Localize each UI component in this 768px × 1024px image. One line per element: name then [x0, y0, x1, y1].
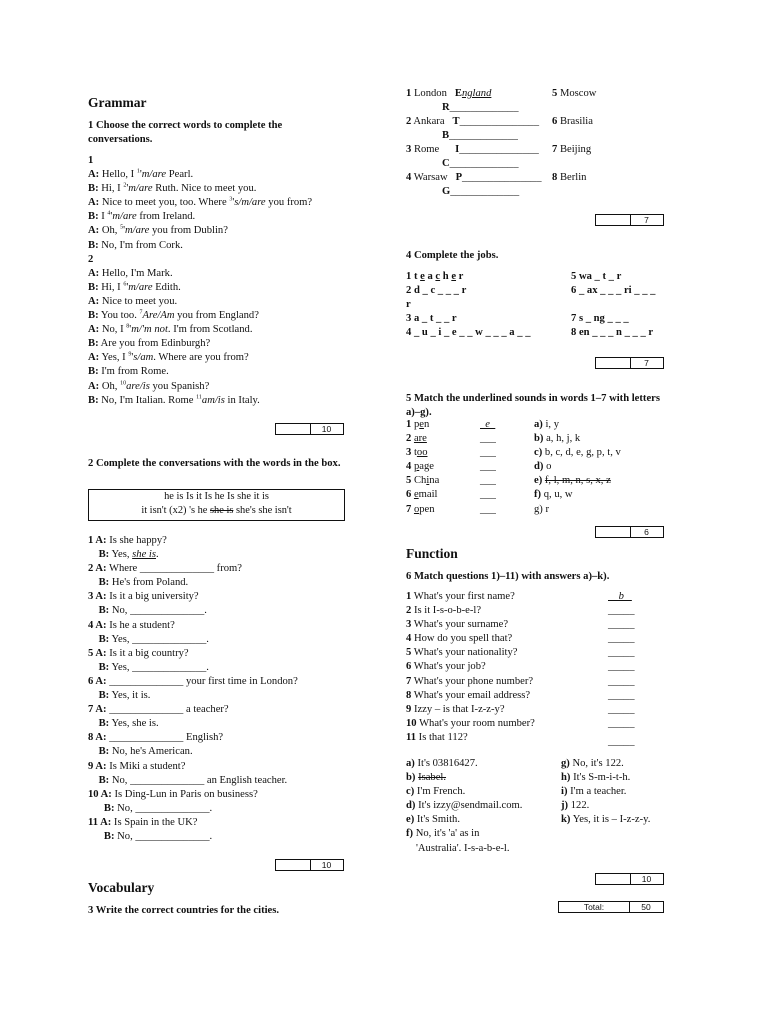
score-box-q1: 10: [275, 423, 344, 435]
city-row: 5 Moscow: [552, 88, 597, 99]
q2-line: B: No, ______________.: [103, 830, 213, 842]
total-score-box: [558, 901, 664, 913]
job-row: 5 wa _ t _ r: [571, 271, 622, 282]
q6-questions: [406, 591, 676, 746]
function-title: Function: [406, 546, 458, 561]
q2-line: 7 A: ______________ a teacher?: [88, 704, 229, 716]
q1-line: A: Nice to meet you, too. Where $^3$'s/m/are you from?: [88, 196, 313, 209]
q1-line: A: Yes, I $^9$'s/am. Where are you from?: [88, 351, 249, 364]
letter-row: b) a, h, j, k: [534, 433, 581, 445]
total-value: 50: [641, 902, 651, 912]
q2-line: 8 A: ______________ English?: [88, 732, 224, 744]
answer-row: c) I'm French.: [406, 786, 466, 798]
q1-line: A: Hello, I'm Mark.: [88, 267, 173, 279]
q6-heading: 6 Match questions 1)–11) with answers a)–k).: [406, 571, 610, 582]
answer-row: f) No, it's 'a' as in: [406, 828, 480, 840]
q2-heading: 2 Complete the conversations with the words in the box.: [88, 458, 341, 469]
score-box-q6: 10: [595, 873, 664, 885]
total-label: Total:: [559, 902, 630, 912]
q5-heading: 5 Match the underlined sounds in words 1–7 with letters a)–g).: [406, 393, 660, 418]
q2-line: B: No, ______________.: [103, 802, 213, 814]
city-row: 7 Beijing: [552, 144, 592, 155]
q1-line: A: Nice to meet you.: [88, 295, 178, 307]
q1-line: B: I $^4$'m/are from Ireland.: [88, 210, 196, 223]
q2-line: 6 A: ______________ your first time in London?: [88, 675, 298, 687]
score-box-q4: 7: [595, 357, 664, 369]
q2-line: B: Yes, she is.: [98, 549, 159, 561]
answer-row: i) I'm a teacher.: [561, 786, 627, 798]
q4-jobs-right: [571, 271, 681, 341]
q3-heading: 3 Write the correct countries for the cities.: [88, 905, 280, 916]
job-row-extra: r: [406, 299, 411, 311]
grammar-title: Grammar: [88, 95, 147, 110]
q3-cities-left: [406, 88, 556, 200]
letter-row: a) i, y: [534, 419, 560, 430]
word-box-line1: he is Is it Is he Is she it is: [164, 491, 269, 502]
sound-row: 6 email ___: [406, 489, 496, 501]
q2-line: 3 A: Is it a big university?: [88, 591, 199, 603]
job-row: 2 d _ c _ _ _ r: [406, 285, 467, 297]
q2-line: 11 A: Is Spain in the UK?: [88, 816, 198, 828]
q2-line: B: No, ______________ an English teacher.: [98, 774, 288, 786]
answer-row: d) It's izzy@sendmail.com.: [406, 800, 523, 812]
q2-line: 2 A: Where ______________ from?: [88, 563, 242, 575]
q5-letters: [534, 419, 674, 518]
q2-line: B: Yes, ______________.: [98, 633, 209, 645]
q5-words: [406, 419, 526, 518]
question-row: 4 How do you spell that? _____: [406, 633, 635, 645]
q2-line: B: Yes, ______________.: [98, 661, 209, 673]
q2-line: 5 A: Is it a big country?: [88, 647, 189, 659]
letter-row: g) r: [534, 503, 550, 515]
q6-answers-left: [406, 758, 571, 857]
q2-line: 10 A: Is Ding-Lun in Paris on business?: [88, 788, 258, 800]
word-box-line2: it isn't (x2) 's he she is she's she isn't: [141, 505, 292, 516]
score-box-q2: 10: [275, 859, 344, 871]
q1-line: B: Are you from Edinburgh?: [88, 338, 211, 350]
letter-row: e) f, l, m, n, s, x, z: [534, 475, 611, 487]
q2-line: 9 A: Is Miki a student?: [88, 760, 186, 772]
answer-row: a) It's 03816427.: [406, 758, 478, 769]
conv2-number: 2: [88, 253, 94, 265]
q1-conversations: [88, 155, 358, 409]
answer-row: j) 122.: [561, 800, 590, 812]
letter-row: c) b, c, d, e, g, p, t, v: [534, 447, 621, 459]
city-row: 8 Berlin: [552, 172, 587, 183]
letter-row: f) q, u, w: [534, 489, 573, 501]
sound-row: 1 pen e: [406, 419, 496, 430]
q2-conversations: [88, 535, 358, 845]
city-second-line: R_____________: [442, 102, 519, 113]
sound-row: 3 too ___: [406, 447, 496, 459]
q1-line: B: I'm from Rome.: [88, 366, 169, 378]
answer-row: g) No, it's 122.: [561, 758, 624, 769]
question-row: 5 What's your nationality? _____: [406, 647, 635, 659]
q3-cities-right: [552, 88, 672, 200]
q1-heading: 1 Choose the correct words to complete the conversations.: [88, 120, 283, 145]
q2-line: B: Yes, it is.: [98, 690, 151, 702]
job-row: 6 _ ax _ _ _ ri _ _ _: [571, 285, 656, 297]
question-row: 8 What's your email address? _____: [406, 689, 635, 701]
answer-row-cont: 'Australia'. I-s-a-b-e-l.: [416, 842, 510, 854]
question-row: 1 What's your first name? b: [406, 591, 632, 602]
q1-line: B: You too. $^7$Are/Am you from England?: [88, 309, 259, 322]
q1-line: B: No, I'm Italian. Rome $^{11}$am/is in Italy.: [88, 394, 260, 406]
q1-line: A: No, I $^8$'m/'m not. I'm from Scotland.: [88, 323, 253, 336]
sound-row: 7 open ___: [406, 503, 496, 515]
question-row: 6 What's your job? _____: [406, 661, 635, 673]
q1-line: B: No, I'm from Cork.: [88, 239, 183, 251]
q2-line: B: He's from Poland.: [98, 577, 189, 589]
city-row: 1 London England: [406, 88, 492, 99]
city-second-line: G_____________: [442, 186, 520, 197]
city-row: 6 Brasilia: [552, 116, 593, 127]
q1-line: B: Hi, I $^6$'m/are Edith.: [88, 281, 181, 293]
question-row: 9 Izzy – is that I-z-z-y? _____: [406, 703, 635, 715]
city-row: 3 Rome I_______________: [406, 144, 539, 155]
q2-line: B: Yes, she is.: [98, 718, 159, 730]
q2-line: 1 A: Is she happy?: [88, 535, 167, 546]
question-row: 2 Is it I-s-o-b-e-l? _____: [406, 605, 635, 617]
sound-row: 2 are ___: [406, 433, 496, 445]
q1-line: A: Hello, I $^1$'m/are Pearl.: [88, 168, 194, 181]
job-row: 4 _ u _ i _ e _ _ w _ _ _ a _ _: [406, 327, 531, 339]
city-row: 2 Ankara T_______________: [406, 116, 540, 127]
q4-jobs-left: [406, 271, 576, 341]
question-row: 7 What's your phone number? _____: [406, 675, 635, 687]
question-row: 10 What's your room number? _____: [406, 717, 635, 729]
q2-line: 4 A: Is he a student?: [88, 619, 175, 631]
conv1-number: 1: [88, 155, 94, 166]
answer-row: e) It's Smith.: [406, 814, 461, 826]
sound-row: 5 China ___: [406, 475, 496, 487]
q1-line: B: Hi, I $^2$'m/are Ruth. Nice to meet you.: [88, 182, 257, 195]
city-second-line: C_____________: [442, 158, 519, 169]
city-second-line: B_____________: [442, 130, 518, 141]
q1-line: A: Oh, $^5$'m/are you from Dublin?: [88, 224, 228, 237]
question-row: 11 Is that 112? _____: [406, 731, 635, 747]
sound-row: 4 page ___: [406, 461, 496, 473]
job-row: 8 en _ _ _ n _ _ _ r: [571, 327, 654, 339]
answer-row: b) Isabel.: [406, 772, 447, 784]
score-box-q5: 6: [595, 526, 664, 538]
job-row: 1 t e a c h e r: [406, 271, 464, 282]
score-box-q3: 7: [595, 214, 664, 226]
answer-row: k) Yes, it is – I-z-z-y.: [561, 814, 651, 826]
word-box: [88, 489, 345, 521]
question-row: 3 What's your surname? _____: [406, 619, 635, 631]
letter-row: d) o: [534, 461, 552, 473]
job-row: 7 s _ ng _ _ _: [571, 313, 629, 325]
vocabulary-title: Vocabulary: [88, 880, 155, 895]
q2-line: B: No, ______________.: [98, 605, 207, 617]
q2-line: B: No, he's American.: [98, 746, 193, 758]
spacer: [571, 299, 681, 313]
q6-answers-right: [561, 758, 681, 828]
job-row: 3 a _ t _ _ r: [406, 313, 457, 325]
q4-heading: 4 Complete the jobs.: [406, 250, 499, 261]
city-row: 4 Warsaw P_______________: [406, 172, 542, 183]
answer-row: h) It's S-m-i-t-h.: [561, 772, 631, 784]
q1-line: A: Oh, $^{10}$are/is you Spanish?: [88, 379, 210, 392]
